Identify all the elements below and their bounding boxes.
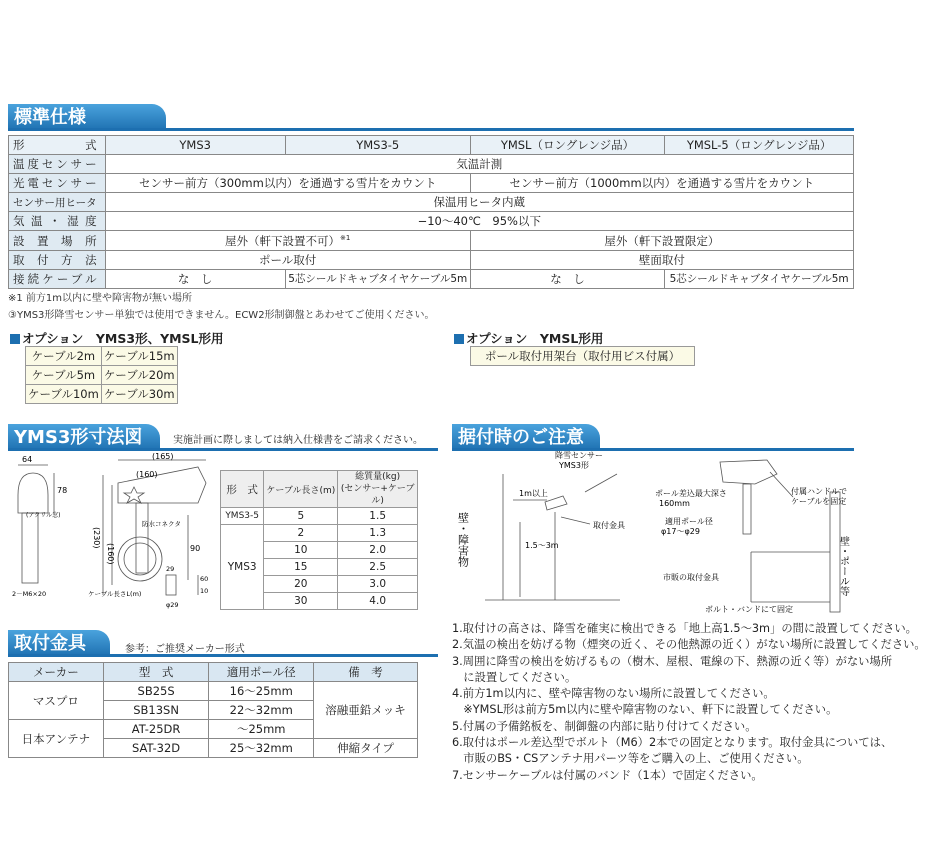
sensor-label: 降雪センサー: [555, 451, 603, 460]
dim-label-165: (165): [152, 452, 174, 461]
mount-model: SB25S: [103, 682, 209, 701]
spec-note-2: ③YMS3形降雪センサー単独では使用できません。ECW2形制御盤とあわせてご使用ください。: [8, 310, 435, 321]
spec-row-label: 設置場所: [9, 231, 106, 250]
option2-title: [454, 329, 603, 347]
spec-cell: な し: [470, 269, 665, 288]
market-label: 市販の取付金具: [663, 573, 719, 582]
caution-heading: 据付時のご注意: [452, 424, 600, 451]
option1-title-text: オプション YMS3形、YMSL形用: [22, 331, 224, 346]
dim-label-160: (160): [136, 470, 158, 479]
spec-row: [9, 174, 854, 193]
insert-depth-label: ポール差込最大深さ: [655, 489, 727, 498]
option2-title-text: オプション YMSL形用: [466, 331, 604, 346]
dimension-mass: 2.5: [338, 559, 418, 576]
dim-label-29: 29: [166, 565, 175, 573]
mount-pole: 16〜25mm: [209, 682, 314, 701]
dimension-note: 実施計画に際しましては納入仕様書をご請求ください。: [173, 435, 423, 446]
spec-row: [9, 250, 854, 269]
spec-cell: センサー前方（300mm以内）を通過する雪片をカウント: [105, 174, 470, 193]
spec-table: [8, 135, 854, 289]
option-row: [26, 385, 178, 404]
location-yms3: 屋外（軒下設置不可）: [224, 233, 340, 248]
spec-cell: 気温計測: [105, 155, 853, 174]
handle-label-2: ケーブルを固定: [791, 497, 847, 506]
dim-label-phi29: φ29: [166, 601, 179, 609]
spec-header-row: [9, 136, 854, 155]
height-label: 1.5〜3m: [525, 541, 559, 550]
spec-row: [9, 231, 854, 250]
spec-cell: [105, 231, 470, 250]
option-cell: ケーブル10m: [26, 385, 102, 404]
spec-row-label: 接続ケーブル: [9, 269, 106, 288]
spec-heading: 標準仕様: [8, 104, 166, 131]
sensor-front-outline: [118, 467, 206, 503]
model-yms3-5: YMS3-5: [285, 136, 470, 155]
spec-cell: 屋外（軒下設置限定）: [470, 231, 853, 250]
dimension-drawing: [8, 452, 213, 615]
bolt-label: ボルト・バンドにて固定: [705, 605, 793, 614]
leader-line: [770, 472, 793, 497]
dimension-mass: 3.0: [338, 576, 418, 593]
sensor-shape: [720, 460, 777, 484]
dimension-heading-line: [8, 448, 438, 451]
spec-cell: センサー前方（1000mm以内）を通過する雪片をカウント: [470, 174, 853, 193]
dim-label-78: 78: [57, 486, 68, 495]
option-row: [26, 347, 178, 366]
dimension-model: YMS3-5: [221, 508, 264, 525]
mount-model: SAT-32D: [103, 739, 209, 758]
mount-maker: 日本アンテナ: [9, 720, 104, 758]
insert-depth-value: 160mm: [659, 499, 690, 508]
model-ymsl-5: YMSL-5（ロングレンジ品）: [665, 136, 854, 155]
mount-header: メーカー: [9, 663, 104, 682]
spec-row-label: 気温・湿度: [9, 212, 106, 231]
sensor-side-outline: [18, 473, 48, 513]
caution-item: ※YMSL形は前方5m以内に壁や障害物のない、軒下に設置してください。: [452, 703, 838, 717]
caution-item: 4.前方1m以内に、壁や障害物のない場所に設置してください。: [452, 687, 775, 701]
mount-header: 適用ポール径: [209, 663, 314, 682]
mount-header: 型 式: [103, 663, 209, 682]
spec-cell: 壁面取付: [470, 250, 853, 269]
caution-item: 6.取付はポール差込型でボルト（M6）2本での固定となります。取付金具については、: [452, 736, 893, 750]
option1-table: [25, 346, 178, 404]
sensor-model-label: YMS3形: [559, 461, 589, 470]
model-ymsl: YMSL（ロングレンジ品）: [470, 136, 665, 155]
spec-cell: −10〜40℃ 95%以下: [105, 212, 853, 231]
mount-maker: マスプロ: [9, 682, 104, 720]
option2-table: [470, 346, 695, 366]
dim-label-10: 10: [200, 587, 209, 595]
dimension-length: 20: [264, 576, 338, 593]
spec-row-label: 光電センサー: [9, 174, 106, 193]
dim-label-cable-length: ケーブル長さL(m): [88, 590, 142, 598]
option-row: [471, 347, 695, 366]
spec-note-1: ※1 前方1m以内に壁や障害物が無い場所: [8, 293, 193, 304]
option-cell: ケーブル20m: [101, 366, 177, 385]
mount-model: AT-25DR: [103, 720, 209, 739]
m1-label: 1m以上: [519, 489, 548, 498]
dimension-header: ケーブル長さ(m): [264, 471, 338, 508]
mount-pole: 25〜32mm: [209, 739, 314, 758]
wall-label: 壁・障害物: [456, 512, 470, 567]
pole-dia-label: 適用ポール径: [665, 517, 713, 526]
dimension-mass: 4.0: [338, 593, 418, 610]
option-row: [26, 366, 178, 385]
bracket-label: 取付金具: [593, 521, 625, 530]
cable-coil-inner: [124, 543, 156, 575]
dimension-row: [221, 508, 418, 525]
dimension-length: 30: [264, 593, 338, 610]
mount-header: 備 考: [314, 663, 418, 682]
spec-row: [9, 193, 854, 212]
dimension-length: 5: [264, 508, 338, 525]
spec-cell: 5芯シールドキャブタイヤケーブル5m: [285, 269, 470, 288]
dimension-mass: 2.0: [338, 542, 418, 559]
mount-pole: 22〜32mm: [209, 701, 314, 720]
mount-header-row: [9, 663, 418, 682]
dim-label-64: 64: [22, 455, 33, 464]
spec-cell: な し: [105, 269, 285, 288]
leader-line: [561, 517, 590, 524]
dim-label-230: (230): [92, 527, 101, 549]
sensor-front-star: [124, 487, 144, 503]
dimension-mass: 1.3: [338, 525, 418, 542]
dimension-header: 総質量(kg) (センサー+ケーブル): [338, 471, 418, 508]
mount-remark: 伸縮タイプ: [314, 739, 418, 758]
footnote-mark: ※1: [339, 233, 351, 242]
caution-item: 5.付属の予備銘板を、制御盤の内部に貼り付けてください。: [452, 719, 757, 733]
spec-cell: 保温用ヒータ内蔵: [105, 193, 853, 212]
mount-remark: 溶融亜鉛メッキ: [314, 682, 418, 739]
cable-coil: [118, 537, 162, 581]
mount-pole: 〜25mm: [209, 720, 314, 739]
model-yms3: YMS3: [105, 136, 285, 155]
caution-item: に設置してください。: [452, 670, 577, 684]
dim-label-h160: (160): [106, 543, 115, 565]
spec-row: [9, 212, 854, 231]
sensor-shape: [545, 496, 567, 510]
square-icon: [454, 334, 464, 344]
dimension-header: 形 式: [221, 471, 264, 508]
mount-model: SB13SN: [103, 701, 209, 720]
dimension-table: [220, 470, 418, 610]
dim-label-acrylic: (アクリル窓): [26, 512, 61, 519]
caution-item: 7.センサーケーブルは付属のバンド（1本）で固定ください。: [452, 768, 763, 782]
dimension-length: 10: [264, 542, 338, 559]
caution-item: 2.気温の検出を妨げる物（煙突の近く、その他熱源の近く）がない場所に設置してください。: [452, 638, 926, 652]
caution-diagram: [455, 452, 855, 617]
dim-label-60: 60: [200, 575, 209, 583]
option-cell: ケーブル2m: [26, 347, 102, 366]
caution-heading-line: [452, 448, 854, 451]
mount-table: [8, 662, 418, 758]
option-cell: ケーブル5m: [26, 366, 102, 385]
wall-pole-label: 壁・ポール等: [837, 536, 849, 596]
dim-label-m6: 2－M6×20: [12, 590, 47, 598]
dimension-mass: 1.5: [338, 508, 418, 525]
dimension-length: 2: [264, 525, 338, 542]
caution-item: 3.周囲に降雪の検出を妨げるもの（樹木、屋根、電線の下、熱源の近く等）がない場所: [452, 654, 893, 668]
spec-heading-line: [8, 128, 854, 131]
dimension-row: [221, 525, 418, 542]
pole-shape: [743, 484, 751, 534]
caution-item: 1.取付けの高さは、降雪を確実に検出できる「地上高1.5〜3m」の間に設置してください。: [452, 622, 917, 635]
option-cell: ケーブル30m: [101, 385, 177, 404]
spec-row-label: 取付方法: [9, 250, 106, 269]
spec-row-label: 温度センサー: [9, 155, 106, 174]
mount-heading: 取付金具: [8, 630, 110, 657]
dim-label-waterproof: 防水コネクタ: [142, 520, 181, 528]
spec-row: [9, 269, 854, 288]
sensor-side-pole: [22, 513, 38, 583]
spec-cell: ポール取付: [105, 250, 470, 269]
handle-label: 付属ハンドルで: [791, 487, 847, 496]
spec-header-label: 形 式: [9, 136, 106, 155]
dim-label-90: 90: [190, 544, 201, 553]
option-cell: ポール取付用架台（取付用ビス付属）: [471, 347, 695, 366]
spec-row: [9, 155, 854, 174]
sensor-base: [166, 575, 176, 595]
mount-note: 参考：ご推奨メーカー形式: [125, 644, 245, 655]
pole-dia-value: φ17〜φ29: [661, 527, 700, 536]
spec-cell: 5芯シールドキャブタイヤケーブル5m: [665, 269, 854, 288]
caution-list: [452, 621, 926, 784]
option1-title: [10, 329, 224, 347]
dimension-heading: YMS3形寸法図: [8, 424, 160, 451]
dimension-header-row: [221, 471, 418, 508]
dimension-length: 15: [264, 559, 338, 576]
caution-item: 市販のBS・CSアンテナ用パーツ等をご購入の上、ご使用ください。: [452, 752, 809, 766]
roof-line: [585, 474, 617, 492]
spec-row-label: センサー用ヒータ: [9, 193, 106, 212]
dimension-model: YMS3: [221, 525, 264, 610]
square-icon: [10, 334, 20, 344]
mount-row: [9, 682, 418, 701]
option-cell: ケーブル15m: [101, 347, 177, 366]
